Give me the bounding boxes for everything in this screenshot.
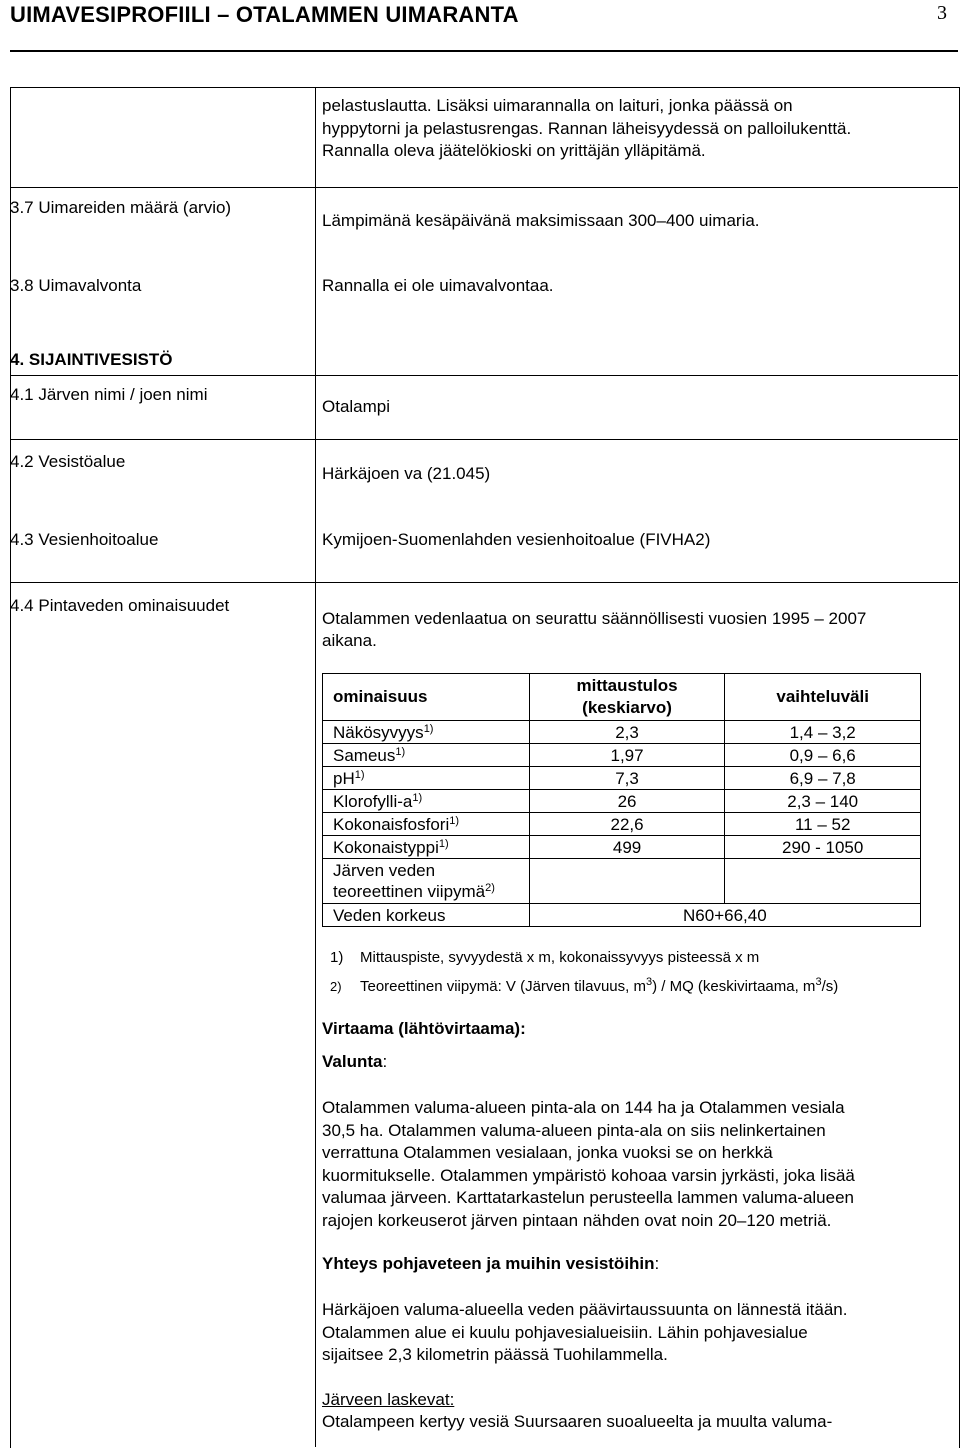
heading-groundwater [322, 1254, 659, 1274]
paragraph-line: kuormitukselle. Otalammen ympäristö kohoaa varsin jyrkästi, joka lisää [322, 1165, 855, 1185]
heading-groundwater-colon: : [654, 1254, 660, 1273]
retention-range-empty [725, 859, 921, 904]
heading-groundwater-text: Yhteys pohjaveteen ja muihin vesistöihin [322, 1254, 655, 1273]
paragraph-line: Härkäjoen valuma-alueella veden päävirtaussuunta on lännestä itään. [322, 1300, 848, 1319]
heading-flow: Virtaama (lähtövirtaama): [322, 1019, 526, 1038]
label-lifeguarding: 3.8 Uimavalvonta [10, 276, 142, 295]
row-range: 2,3 – 140 [725, 790, 921, 813]
footnote-mark: 1) [438, 837, 449, 850]
footnote-mark: 1) [412, 791, 423, 804]
row-range: 0,9 – 6,6 [725, 744, 921, 767]
row-range: 290 - 1050 [725, 836, 921, 859]
row-value: 2,3 [529, 721, 725, 744]
table-row-retention [323, 859, 921, 904]
row-range: 6,9 – 7,8 [725, 767, 921, 790]
footnote-1 [330, 949, 759, 966]
row-divider [10, 582, 958, 583]
paragraph-line: Otalammen valuma-alueen pinta-ala on 144 ha ja Otalammen vesiala [322, 1098, 845, 1117]
footnote-text: /s) [821, 978, 839, 995]
table-row-water-level [323, 904, 921, 927]
document-title: UIMAVESIPROFIILI – OTALAMMEN UIMARANTA [10, 2, 519, 27]
row-value: 26 [529, 790, 725, 813]
row-name: Näkösyvyys [333, 722, 424, 742]
row-divider [10, 439, 958, 440]
header-result-line1: mittaustulos [576, 676, 678, 695]
catchment-paragraph [322, 1097, 947, 1232]
paragraph-line: rajojen korkeuserot järven pintaan nähden ovat noin 20–120 metriä. [322, 1210, 832, 1230]
paragraph-line: 30,5 ha. Otalammen valuma-alueen pinta-ala on siis nelinkertainen [322, 1120, 826, 1140]
footnote-mark: 1) [354, 768, 365, 781]
section-heading-location: 4. SIJAINTIVESISTÖ [10, 350, 173, 369]
page-header [0, 0, 960, 50]
footnote-number: 2) [330, 979, 342, 994]
row-value: 22,6 [529, 813, 725, 836]
footnote-mark: 2) [485, 882, 495, 894]
header-rule [10, 50, 958, 52]
value-management-area: Kymijoen-Suomenlahden vesienhoitoalue (FIVHA2) [322, 530, 711, 549]
footnote-mark: 1) [395, 745, 406, 758]
header-result [529, 674, 725, 721]
row-name: Veden korkeus [323, 904, 530, 927]
label-surface-water: 4.4 Pintaveden ominaisuudet [10, 596, 230, 615]
footnote-mark: 1) [449, 814, 460, 827]
paragraph-line: sijaitsee 2,3 kilometrin päässä Tuohilammella. [322, 1345, 668, 1364]
value-watershed: Härkäjoen va (21.045) [322, 464, 491, 483]
page-number: 3 [937, 2, 947, 24]
heading-inflow: Järveen laskevat: [322, 1390, 455, 1409]
footnote-text: Teoreettinen viipymä: V (Järven tilavuus, m [360, 978, 646, 995]
row-divider [10, 187, 958, 188]
table-row [323, 744, 921, 767]
table-row [323, 813, 921, 836]
footnote-text: ) / MQ (keskivirtaama, m [652, 978, 816, 995]
table-row [323, 767, 921, 790]
intro-paragraph [322, 95, 947, 163]
footnote-superscript: 3 [815, 976, 822, 988]
groundwater-paragraph [322, 1299, 947, 1367]
value-lifeguarding: Rannalla ei ole uimavalvontaa. [322, 276, 554, 295]
paragraph-line: verrattuna Otalammen vesialaan, jonka vuoksi se on herkkä [322, 1143, 773, 1162]
heading-runoff-colon: : [382, 1052, 388, 1071]
retention-value-empty [529, 859, 725, 904]
row-range: 1,4 – 3,2 [725, 721, 921, 744]
footnote-mark: 1) [423, 722, 434, 735]
heading-runoff [322, 1052, 387, 1072]
header-property: ominaisuus [323, 674, 530, 721]
row-value: N60+66,40 [529, 904, 920, 927]
column-divider [315, 87, 316, 1447]
header-range: vaihteluväli [725, 674, 921, 721]
value-lake-name: Otalampi [322, 397, 391, 416]
retention-label-line2: teoreettinen viipymä [333, 882, 486, 901]
table-row [323, 721, 921, 744]
row-name: Klorofylli-a [333, 791, 413, 811]
row-name: pH [333, 768, 355, 788]
table-header-row [323, 674, 921, 721]
row-divider [10, 375, 958, 376]
footnote-text: Mittauspiste, syvyydestä x m, kokonaissyvyys pisteessä x m [360, 949, 760, 966]
row-name: Kokonaistyppi [333, 837, 439, 857]
row-value: 1,97 [529, 744, 725, 767]
paragraph-line: Otalammen alue ei kuulu pohjavesialueisiin. Lähin pohjavesialue [322, 1322, 808, 1342]
intro-line: hyppytorni ja pelastusrengas. Rannan läheisyydessä on palloilukenttä. [322, 118, 852, 138]
footnote-2 [330, 978, 838, 995]
intro-line: Rannalla oleva jäätelökioski on yrittäjän ylläpitämä. [322, 141, 706, 160]
value-surface-water-line2: aikana. [322, 631, 377, 650]
value-swimmer-count: Lämpimänä kesäpäivänä maksimissaan 300–400 uimaria. [322, 211, 760, 230]
footnote-superscript: 3 [645, 976, 653, 988]
row-value: 499 [529, 836, 725, 859]
value-surface-water-line1: Otalammen vedenlaatua on seurattu säännöllisesti vuosien 1995 – 2007 [322, 609, 867, 628]
label-management-area: 4.3 Vesienhoitoalue [10, 530, 159, 549]
footnote-number: 1) [330, 949, 344, 966]
label-swimmer-count: 3.7 Uimareiden määrä (arvio) [10, 198, 232, 217]
table-row [323, 836, 921, 859]
heading-runoff-text: Valunta [322, 1052, 383, 1071]
header-result-line2: (keskiarvo) [582, 698, 672, 717]
paragraph-line: valumaa järveen. Karttatarkastelun perusteella lammen valuma-alueen [322, 1188, 855, 1207]
inflow-line: Otalampeen kertyy vesiä Suursaaren suoalueelta ja muulta valuma- [322, 1412, 833, 1431]
table-row [323, 790, 921, 813]
row-name: Sameus [333, 745, 396, 765]
intro-line: pelastuslautta. Lisäksi uimarannalla on laituri, jonka päässä on [322, 96, 793, 115]
label-lake-name: 4.1 Järven nimi / joen nimi [10, 385, 208, 404]
row-range: 11 – 52 [725, 813, 921, 836]
label-watershed: 4.2 Vesistöalue [10, 452, 126, 471]
row-value: 7,3 [529, 767, 725, 790]
row-name: Kokonaisfosfori [333, 814, 450, 834]
water-quality-table [322, 673, 921, 927]
retention-label-line1: Järven veden [333, 861, 436, 880]
